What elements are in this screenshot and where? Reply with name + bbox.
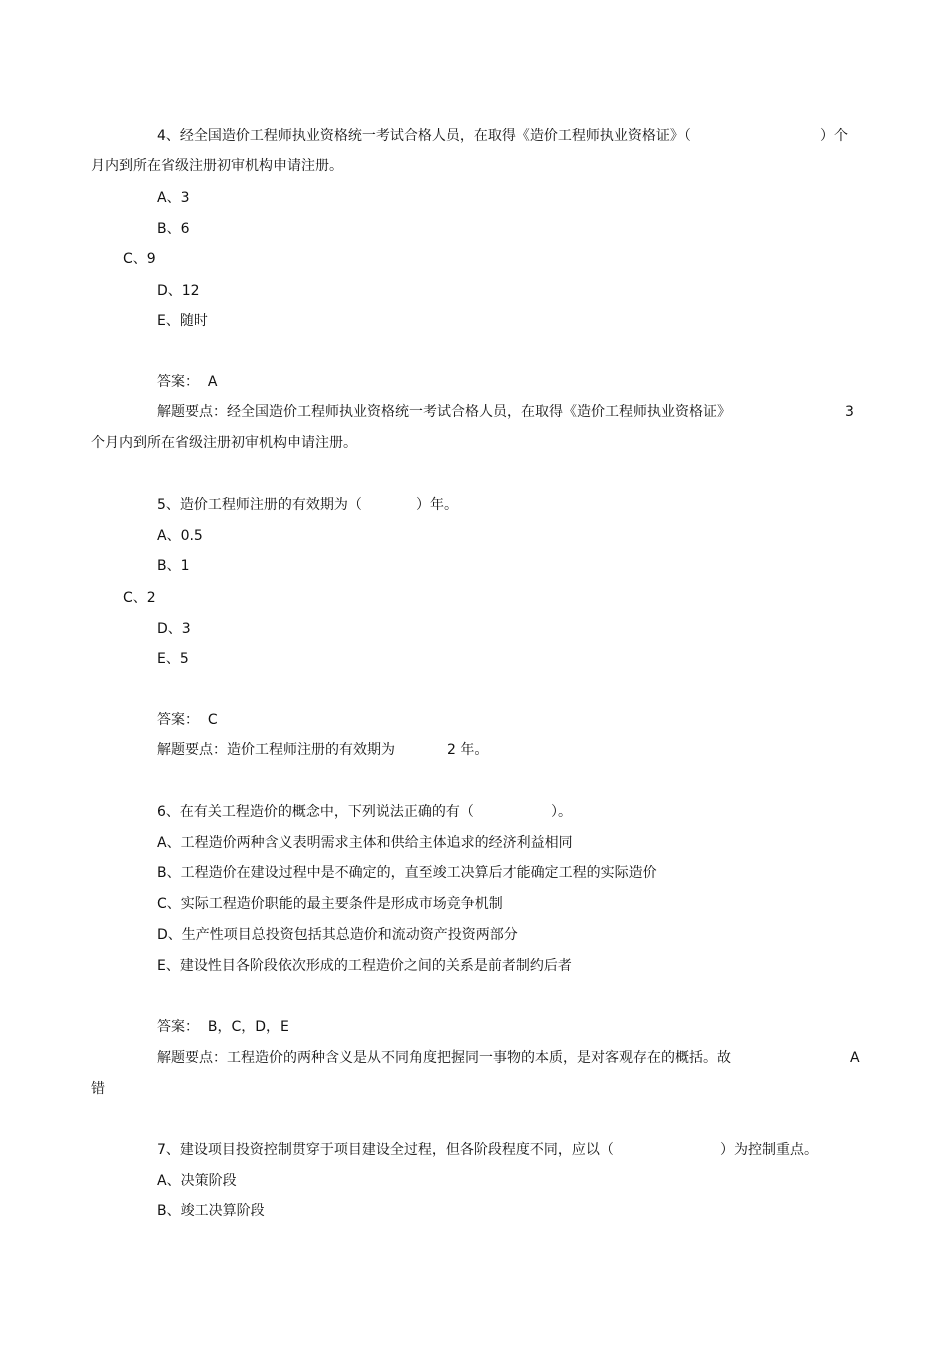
option-c: C、实际工程造价职能的最主要条件是形成市场竞争机制 bbox=[157, 896, 503, 912]
option-e: E、随时 bbox=[157, 313, 208, 329]
question-7-stem-end: ）为控制重点。 bbox=[720, 1142, 818, 1158]
option-d: D、3 bbox=[157, 621, 191, 637]
option-a: A、3 bbox=[157, 190, 190, 206]
option-e: E、5 bbox=[157, 651, 189, 667]
explanation: 解题要点：经全国造价工程师执业资格统一考试合格人员，在取得《造价工程师执业资格证》 bbox=[157, 404, 731, 420]
option-a: A、工程造价两种含义表明需求主体和供给主体追求的经济利益相同 bbox=[157, 835, 573, 851]
explanation: 解题要点：工程造价的两种含义是从不同角度把握同一事物的本质，是对客观存在的概括。故 bbox=[157, 1050, 731, 1066]
option-c: C、2 bbox=[123, 590, 156, 606]
question-4-stem-end: ）个 bbox=[820, 128, 848, 144]
explanation-cont: 错 bbox=[91, 1081, 105, 1097]
question-6-stem-end: ）。 bbox=[551, 804, 572, 820]
option-d: D、12 bbox=[157, 283, 200, 299]
explanation-end: 3 bbox=[845, 404, 854, 420]
answer: 答案： B，C，D，E bbox=[157, 1019, 289, 1035]
option-d: D、生产性项目总投资包括其总造价和流动资产投资两部分 bbox=[157, 927, 518, 943]
explanation: 解题要点：造价工程师注册的有效期为 bbox=[157, 742, 395, 758]
question-5-stem-end: ）年。 bbox=[416, 497, 458, 513]
answer: 答案： C bbox=[157, 712, 218, 728]
question-5-stem: 5、造价工程师注册的有效期为（ bbox=[157, 497, 362, 513]
option-e: E、建设性目各阶段依次形成的工程造价之间的关系是前者制约后者 bbox=[157, 958, 572, 974]
question-4-stem-cont: 月内到所在省级注册初审机构申请注册。 bbox=[91, 158, 343, 174]
option-a: A、决策阶段 bbox=[157, 1173, 237, 1189]
question-7-stem: 7、建设项目投资控制贯穿于项目建设全过程，但各阶段程度不同，应以（ bbox=[157, 1142, 614, 1158]
option-a: A、0.5 bbox=[157, 528, 203, 544]
option-b: B、竣工决算阶段 bbox=[157, 1203, 265, 1219]
option-b: B、6 bbox=[157, 221, 190, 237]
explanation-end: A bbox=[850, 1050, 860, 1066]
explanation-cont: 个月内到所在省级注册初审机构申请注册。 bbox=[91, 435, 357, 451]
answer: 答案： A bbox=[157, 374, 218, 390]
question-6-stem: 6、在有关工程造价的概念中，下列说法正确的有（ bbox=[157, 804, 474, 820]
option-b: B、1 bbox=[157, 558, 190, 574]
question-4-stem: 4、经全国造价工程师执业资格统一考试合格人员，在取得《造价工程师执业资格证》（ bbox=[157, 128, 691, 144]
option-b: B、工程造价在建设过程中是不确定的，直至竣工决算后才能确定工程的实际造价 bbox=[157, 865, 657, 881]
explanation-end: 2 年。 bbox=[447, 742, 489, 758]
option-c: C、9 bbox=[123, 251, 156, 267]
